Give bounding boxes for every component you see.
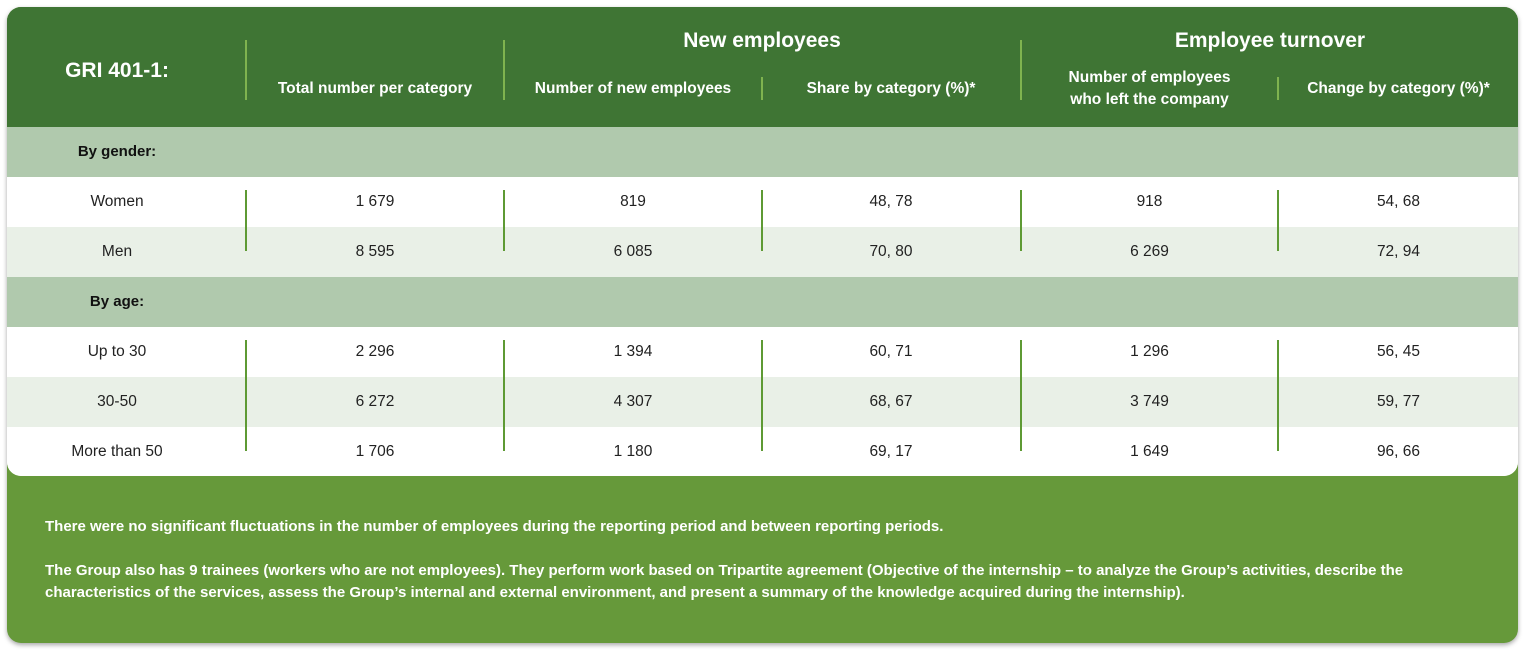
col-left-header [1022, 67, 1277, 111]
group-employee-turnover: Employee turnover [1174, 29, 1366, 52]
column-divider [503, 190, 505, 251]
col-share-header: Share by category (%)* [806, 80, 976, 97]
row-category: 30-50 [97, 393, 137, 410]
column-divider [245, 190, 247, 251]
cell-total: 1 706 [355, 443, 395, 460]
cell-new: 1 394 [613, 343, 653, 360]
cell-total: 1 679 [355, 193, 395, 210]
col-new-header: Number of new employees [534, 80, 732, 97]
table-header [7, 7, 1518, 127]
cell-change: 96, 66 [1376, 443, 1421, 460]
cell-left: 1 296 [1130, 343, 1169, 360]
row-category: Up to 30 [87, 343, 147, 360]
column-divider [245, 340, 247, 451]
column-divider [503, 340, 505, 451]
column-divider [761, 190, 763, 251]
cell-left: 1 649 [1130, 443, 1169, 460]
col-total-header: Total number per category [277, 80, 473, 97]
cell-left: 3 749 [1130, 393, 1169, 410]
cell-left: 6 269 [1130, 243, 1169, 260]
column-divider [1020, 340, 1022, 451]
cell-new: 6 085 [613, 243, 653, 260]
cell-total: 2 296 [355, 343, 395, 360]
column-divider [1277, 190, 1279, 251]
cell-new: 4 307 [613, 393, 653, 410]
cell-share: 60, 71 [869, 343, 913, 360]
row-category: More than 50 [71, 443, 163, 460]
cell-change: 56, 45 [1376, 343, 1421, 360]
group-new-employees: New employees [683, 29, 841, 52]
footnote-fluctuations: There were no significant fluctuations in the number of employees during the reporting period and between reporting periods. [45, 518, 944, 535]
col-left-header-line1: Number of employees [1068, 69, 1231, 86]
row-category: Men [101, 243, 133, 260]
cell-new: 819 [620, 193, 646, 210]
cell-share: 70, 80 [869, 243, 913, 260]
cell-share: 68, 67 [869, 393, 913, 410]
col-change-header: Change by category (%)* [1307, 80, 1490, 97]
table-body [7, 127, 1518, 476]
col-left-header-line2: who left the company [1070, 91, 1229, 108]
cell-total: 6 272 [355, 393, 395, 410]
column-divider [1020, 190, 1022, 251]
section-row-age [7, 277, 1518, 327]
cell-left: 918 [1136, 193, 1163, 210]
gri-401-1-card [7, 7, 1518, 643]
cell-share: 48, 78 [869, 193, 913, 210]
cell-total: 8 595 [355, 243, 395, 260]
gri-label: GRI 401-1: [65, 59, 169, 82]
cell-change: 54, 68 [1376, 193, 1421, 210]
section-label: By gender: [77, 143, 157, 160]
cell-change: 59, 77 [1376, 393, 1421, 410]
footnote-trainees: The Group also has 9 trainees (workers who are not employees). They perform work based on Tripartite agreement (Objective of the internship – to analyze the Group’s activities, describe the characteristics of the services, assess the Group’s internal and external environment, and present a summary of the knowledge acquired during the internship). [45, 562, 1404, 601]
cell-share: 69, 17 [869, 443, 913, 460]
column-divider [1277, 340, 1279, 451]
cell-new: 1 180 [613, 443, 653, 460]
row-category: Women [90, 193, 144, 210]
section-label: By age: [89, 293, 145, 310]
column-divider [761, 340, 763, 451]
section-row-gender [7, 127, 1518, 177]
cell-change: 72, 94 [1376, 243, 1421, 260]
